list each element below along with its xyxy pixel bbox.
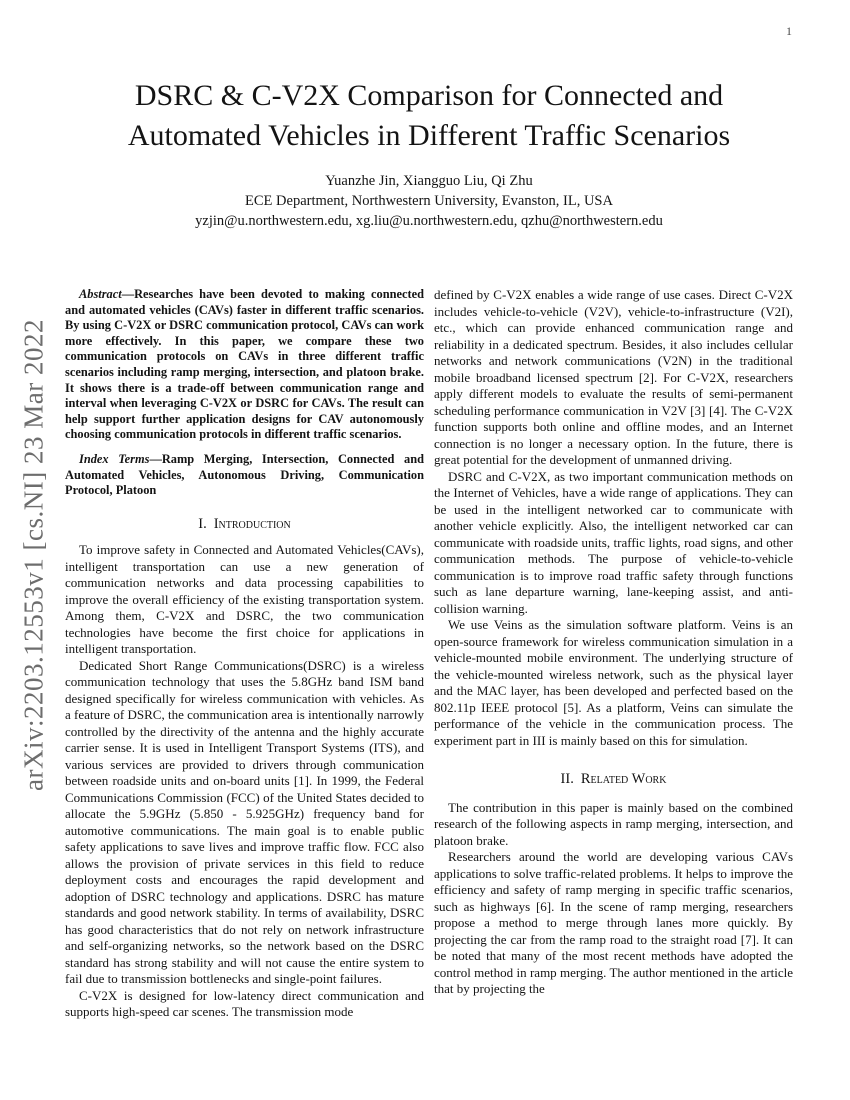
two-column-body — [65, 287, 793, 1021]
section-number: I. — [198, 515, 207, 532]
index-terms-paragraph — [65, 452, 424, 499]
page-number: 1 — [786, 24, 792, 38]
abstract-paragraph — [65, 287, 424, 443]
abstract-text: —Researches have been devoted to making connected and automated vehicles (CAVs) faster in different traffic scenarios. By using C-V2X or DSRC communication protocol, CAVs can work more effectively. In this paper, we compare these two communication protocols on CAVs in three different traffic scenarios including ramp merging, intersection, and platoon brake. It shows there is a trade-off between communication range and interval when leveraging C-V2X or DSRC for CAVs. The result can help support further application designs for CAV autonomously choosing communication protocols in different traffic scenarios. — [65, 287, 424, 442]
affiliation-line: ECE Department, Northwestern University, Evanston, IL, USA — [245, 193, 613, 209]
index-terms-label: Index Terms — [79, 451, 150, 466]
section-number: II. — [560, 771, 574, 787]
paragraph: We use Veins as the simulation software platform. Veins is an open-source framework for wireless communication simulation in a vehicle-mounted mobile environment. The underlying structure of the vehicle-mounted wireless network, such as the physical layer and the MAC layer, has been developed and perfected based on the 802.11p IEEE protocol [5]. As a platform, Veins can simulate the performance of the vehicle in the communication process. The experiment part in III is mainly based on this for simulation. — [434, 617, 793, 748]
emails-line: yzjin@u.northwestern.edu, xg.liu@u.northwestern.edu, qzhu@northwestern.edu — [195, 213, 663, 229]
section-heading-related-work — [434, 771, 793, 788]
paragraph: defined by C-V2X enables a wide range of use cases. Direct C-V2X includes vehicle-to-vehicle (V2V), vehicle-to-infrastructure (V2I), etc., which can provide enhanced communication range and reliability in a dedicated spectrum. Besides, it also includes cellular networks and network communications (V2N) in the traditional mobile broadband licensed spectrum [2]. For C-V2X, researchers apply different models to evaluate the results of semi-permanent scheduling performance communication in V2V [3] [4]. The C-V2X function supports both online and offline modes, and an Internet connection is no longer a necessary option. In the future, there is great potential for the development of unmanned driving. — [434, 287, 793, 467]
section-heading-introduction — [65, 516, 424, 533]
paragraph: To improve safety in Connected and Automated Vehicles(CAVs), intelligent transportation can use a new generation of communication networks and data processing capabilities to improve the overall efficiency of the existing transportation system. Among them, C-V2X and DSRC, the two communication technologies have become the first choice for applications in intelligent transportation. — [65, 542, 424, 657]
right-column — [434, 287, 793, 1021]
authors-line: Yuanzhe Jin, Xiangguo Liu, Qi Zhu — [325, 173, 533, 189]
paragraph: Dedicated Short Range Communications(DSRC) is a wireless communication technology that uses the 5.8GHz band ISM band designed specifically for wireless communication with vehicles. As a feature of DSRC, the communication area is intentionally narrowly controlled by the directivity of the antenna and the highly accurate carrier sense. It is used in Intelligent Transport Systems (ITS), and various services are provided to drivers through communication between roadside units and on-board units [1]. In 1999, the Federal Communications Commission (FCC) of the United States decided to allocate the 5.9GHz (5.850 - 5.925GHz) frequency band for automotive communications. The main goal is to enable public safety applications to save lives and improve traffic flow. FCC also allows the provision of private services in this field to reduce deployment costs and encourages the rapid development and adoption of DSRC technology and applications. DSRC has mature standards and good network stability. In terms of availability, DSRC has good characteristics that do not rely on network infrastructure and self-organizing networks, so the network based on the DSRC standard has strong stability and will not cause the entire system to fail due to transmission bottlenecks and single-point failures. — [65, 657, 424, 987]
paragraph: C-V2X is designed for low-latency direct communication and supports high-speed car scenes. The transmission mode — [65, 987, 424, 1020]
left-column — [65, 287, 424, 1021]
paper-content — [65, 0, 793, 1021]
index-terms-text: —Ramp Merging, Intersection, Connected and Automated Vehicles, Autonomous Driving, Communication Protocol, Platoon — [65, 451, 424, 498]
section-title: Related Work — [580, 771, 667, 787]
abstract-label: Abstract — [79, 287, 122, 301]
paper-title: DSRC & C-V2X Comparison for Connected and Automated Vehicles in Different Traffic Scenarios — [127, 79, 731, 152]
paragraph: DSRC and C-V2X, as two important communication methods on the Internet of Vehicles, have a wide range of applications. They can be used in the intelligent networked car to communicate with another vehicle explicitly. Also, the intelligent networked car can communicate with roadside units, traffic lights, road signs, and other communication methods. The purpose of vehicle-to-vehicle communication is to improve road traffic safety through functions such as lane departure warning, lane-keeping assist, and anti-collision warning. — [434, 468, 793, 616]
section-title: Introduction — [213, 515, 291, 532]
paragraph: The contribution in this paper is mainly based on the combined research of the following aspects in ramp merging, intersection, and platoon brake. — [434, 799, 793, 848]
arxiv-stamp: arXiv:2203.12553v1 [cs.NI] 23 Mar 2022 — [18, 319, 49, 791]
paragraph: Researchers around the world are developing various CAVs applications to solve traffic-related problems. It helps to improve the efficiency and safety of ramp merging in specific traffic scenarios, such as highways [6]. In the scene of ramp merging, researchers propose a method to merge through lanes more quickly. By projecting the car from the ramp road to the straight road [7]. It can be noted that many of the most recent methods have adopted the control method in ramp merging. The author mentioned in the article that by projecting the — [434, 849, 793, 996]
